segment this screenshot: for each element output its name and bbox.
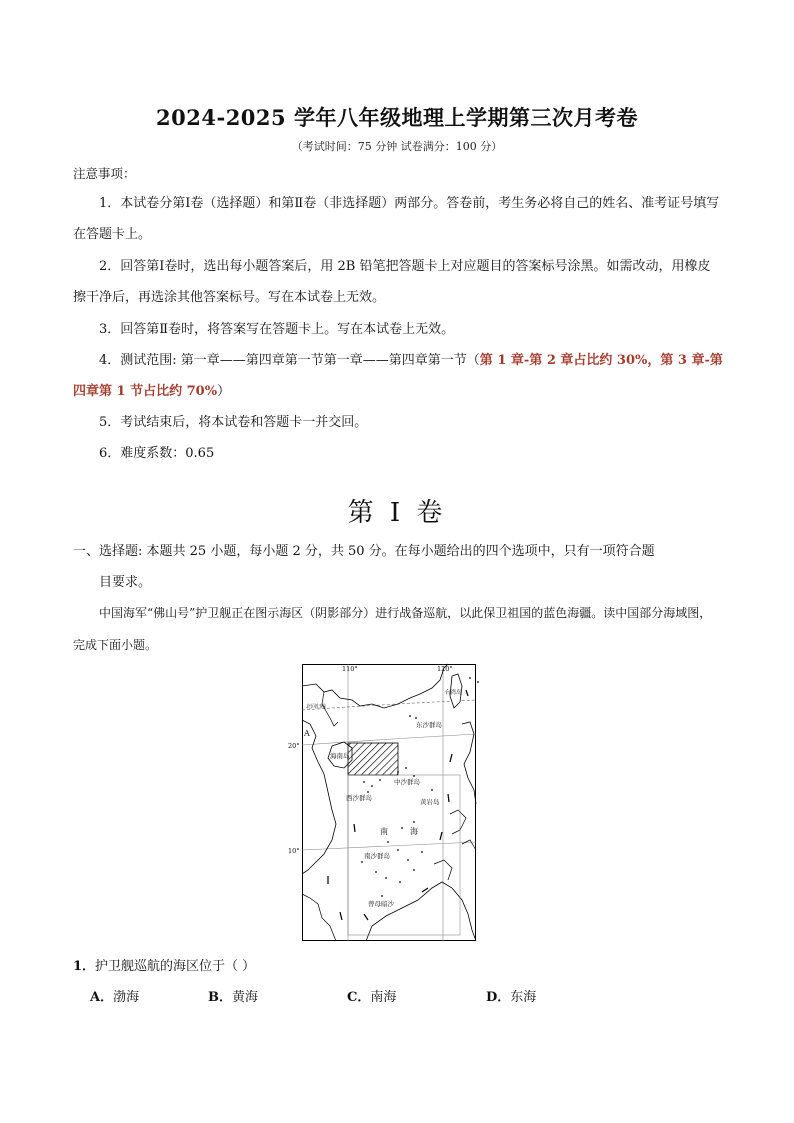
label-lat20: 20° <box>288 742 300 750</box>
note-4-plain: 4．测试范围: 第一章——第四章第一节第一章——第四章第一节（ <box>99 353 480 368</box>
section-heading <box>73 536 723 598</box>
section-line-1: 一、选择题: 本题共 25 小题，每小题 2 分，共 50 分。在每小题给出的四个选项中，只有一项符合题 <box>73 544 655 559</box>
option-b-letter: B． <box>208 990 232 1005</box>
section-line-2: 目要求。 <box>99 575 152 590</box>
south-china-sea-map <box>288 664 476 941</box>
note-4-highlight: 第 1 章-第 2 章占比约 30%，第 3 章-第四章第 1 节占比约 70% <box>73 353 723 399</box>
option-b-text: 黄海 <box>232 990 259 1005</box>
option-c[interactable] <box>347 986 396 1005</box>
option-a[interactable] <box>90 986 139 1005</box>
note-6: 6．难度系数：0.65 <box>99 446 215 461</box>
note-4 <box>73 345 723 407</box>
note-5: 5．考试结束后，将本试卷和答题卡一并交回。 <box>99 415 368 430</box>
option-a-text: 渤海 <box>113 990 140 1005</box>
label-lon110: 110° <box>342 665 358 673</box>
notes-heading: 注意事项： <box>73 166 136 181</box>
patrol-area-hatched <box>348 743 398 775</box>
note-4-close: ） <box>217 384 231 399</box>
volume-title: 第 I 卷 <box>347 498 447 528</box>
option-d-text: 东海 <box>510 990 537 1005</box>
label-dongsha: 东沙群岛 <box>416 721 442 729</box>
option-d-letter: D． <box>486 990 511 1005</box>
note-3: 3．回答第Ⅱ卷时，将答案写在答题卡上。写在本试卷上无效。 <box>99 322 455 337</box>
question-intro: 中国海军“佛山号”护卫舰正在图示海区（阴影部分）进行战备巡航，以此保卫祖国的蓝色海疆。读中国部分海域图，完成下面小题。 <box>73 606 712 652</box>
option-c-text: 南海 <box>370 990 397 1005</box>
label-lon120: 120° <box>437 665 453 673</box>
label-xisha: 西沙群岛 <box>346 794 372 802</box>
label-taiwan: 台湾岛 <box>445 690 462 696</box>
option-d[interactable] <box>486 986 536 1005</box>
question-1 <box>73 955 255 974</box>
label-huangyan: 黄岩岛 <box>420 798 440 806</box>
exam-subtitle: （考试时间：75 分钟 试卷满分：100 分） <box>291 140 503 153</box>
option-b[interactable] <box>208 986 258 1005</box>
exam-title: 2024-2025 学年八年级地理上学期第三次月考卷 <box>156 105 638 130</box>
label-hai: 海 <box>410 827 418 836</box>
label-zhongsha: 中沙群岛 <box>394 778 420 786</box>
note-1: 1．本试卷分第Ⅰ卷（选择题）和第Ⅱ卷（非选择题）两部分。答卷前，考生务必将自己的姓名、准考证号填写在答题卡上。 <box>73 196 720 242</box>
label-nansha: 南沙群岛 <box>364 852 390 860</box>
label-tropic: 北回归线 <box>306 704 327 710</box>
question-1-number: 1． <box>73 959 96 974</box>
label-nan: 南 <box>380 827 388 836</box>
option-a-letter: A． <box>90 990 114 1005</box>
question-1-text: 护卫舰巡航的海区位于（ ） <box>95 959 256 974</box>
option-c-letter: C． <box>347 990 371 1005</box>
label-hainan: 海南岛 <box>330 752 350 760</box>
label-zengmu: 曾母暗沙 <box>368 900 394 908</box>
label-lat10: 10° <box>288 847 300 855</box>
label-point-a: A <box>304 729 310 738</box>
note-2: 2．回答第Ⅰ卷时，选出每小题答案后，用 2B 铅笔把答题卡上对应题目的答案标号涂黑。如需改动，用橡皮擦干净后，再选涂其他答案标号。写在本试卷上无效。 <box>73 259 711 305</box>
